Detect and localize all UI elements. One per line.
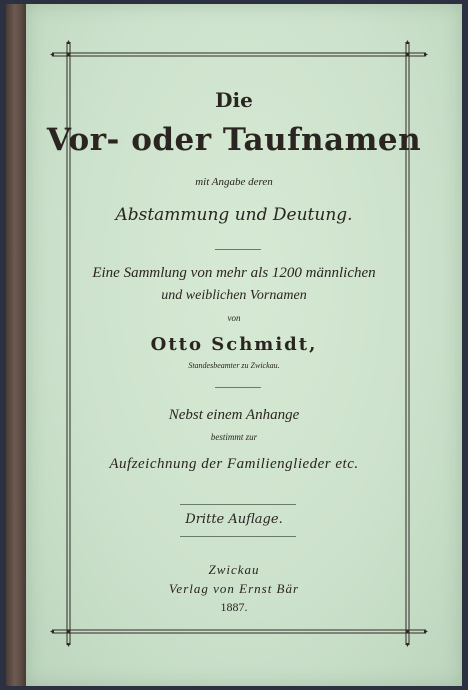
subtitle-line-1: mit Angabe deren [195,176,273,188]
publisher-name: Verlag von Ernst Bär [168,581,300,596]
by-word: von [227,313,241,323]
appendix-line-2: bestimmt zur [210,432,258,442]
publication-year: 1887. [220,600,248,614]
subtitle-line-2: Abstammung und Deutung. [115,205,353,225]
separator-rule [215,249,261,250]
separator-rule [215,387,261,388]
main-title: Vor- oder Taufnamen [46,122,422,158]
description-line-1: Eine Sammlung von mehr als 1200 männlichen [92,265,376,281]
publisher-city: Zwickau [208,562,260,577]
description-line-2: und weiblichen Vornamen [161,288,307,303]
author-name: Otto Schmidt, [150,334,318,355]
author-role: Standesbeamter zu Zwickau. [188,361,280,370]
separator-rule [180,504,296,505]
edition: Dritte Auflage. [185,512,283,527]
separator-rule [180,536,296,537]
appendix-line-3: Aufzeichnung der Familienglieder etc. [109,456,359,472]
title-article: Die [215,88,253,112]
appendix-line-1: Nebst einem Anhange [168,407,300,423]
